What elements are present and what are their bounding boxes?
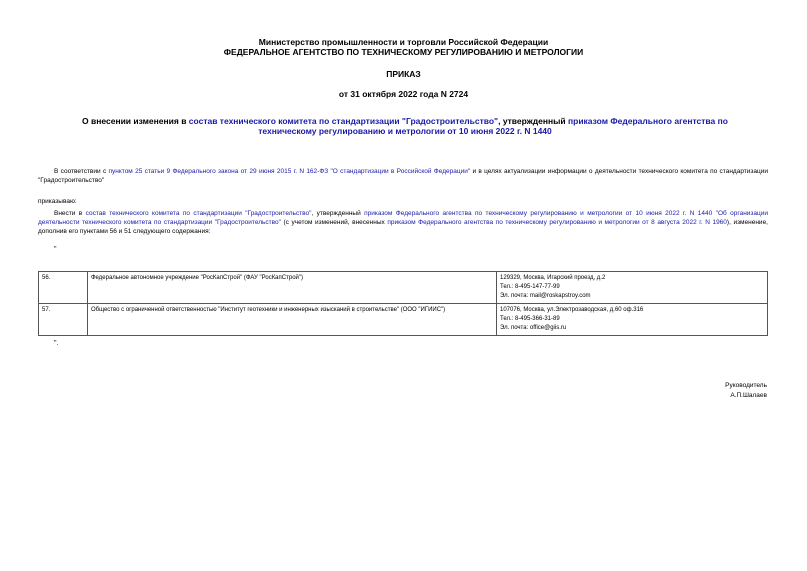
title-link-order[interactable]: приказом Федерального агентства по техническому регулированию и метрологии от 10 июня 2022 г. N 1440: [258, 116, 728, 136]
paragraph-order: [38, 209, 768, 236]
p2-link-order-1960[interactable]: приказом Федерального агентства по техническому регулированию и метрологии от 8 августа 2022 г. N 1960: [387, 219, 727, 226]
row-number: 57.: [39, 304, 88, 336]
p2-link-committee[interactable]: состав технического комитета по стандартизации "Градостроительство": [85, 210, 312, 217]
p2-link-order-1440[interactable]: приказом Федерального агентства по техническому регулированию и метрологии от 10 июня 2022 г. N 1440 "Об организации деятельности технического комитета по стандартизации "Градостроительство": [38, 210, 768, 226]
agency-heading: ФЕДЕРАЛЬНОЕ АГЕНТСТВО ПО ТЕХНИЧЕСКОМУ РЕГУЛИРОВАНИЮ И МЕТРОЛОГИИ: [223, 47, 584, 57]
title-link-committee[interactable]: состав технического комитета по стандартизации "Градостроительство": [188, 116, 499, 126]
p1-link-law[interactable]: пунктом 25 статьи 9 Федерального закона от 29 июня 2015 г. N 162-ФЗ "О стандартизации в Российской Федерации": [108, 168, 471, 175]
document-title: [60, 116, 750, 136]
p2-text-4: ), изменение, дополнив его пунктами 56 и 51 следующего содержания:: [38, 219, 768, 235]
paragraph-basis: [38, 167, 768, 185]
doc-type-heading: ПРИКАЗ: [386, 69, 421, 79]
signature-block: [725, 381, 767, 401]
address: 107076, Москва, ул.Электрозаводская, д.60 оф.316: [500, 307, 644, 313]
email: Эл. почта: office@giis.ru: [500, 325, 567, 331]
order-word: приказываю:: [38, 198, 77, 205]
ministry-heading: Министерство промышленности и торговли Российской Федерации: [258, 37, 549, 47]
p2-text-3: (с учетом изменений, внесенных: [280, 219, 388, 226]
title-text-2: , утвержденный: [498, 116, 568, 126]
table-row: [39, 304, 768, 336]
signatory-name: А.П.Шалаев: [730, 392, 767, 399]
address: 129329, Москва, Игарский проезд, д.2: [500, 275, 606, 281]
row-number: 56.: [39, 272, 88, 304]
contact-cell: [497, 304, 768, 336]
phone: Тел.: 8-495-366-31-89: [500, 316, 560, 322]
p2-text-1: Внести в: [54, 210, 86, 217]
quote-close: ".: [54, 340, 59, 347]
p1-text-2: и в целях актуализации информации о деятельности технического комитета по стандартизации "Градостроительство": [38, 168, 768, 184]
organization-name: Общество с ограниченной ответственностью "Институт геотехники и инженерных изысканий в строительстве" (ООО "ИГИИС"): [88, 304, 497, 336]
date-number: от 31 октября 2022 года N 2724: [338, 89, 469, 99]
phone: Тел.: 8-495-147-77-99: [500, 284, 560, 290]
title-text-1: О внесении изменения в: [82, 116, 189, 126]
members-table: [38, 271, 768, 336]
email: Эл. почта: mail@roskapstroy.com: [500, 293, 591, 299]
organization-name: Федеральное автономное учреждение "РосКапСтрой" (ФАУ "РосКапСтрой"): [88, 272, 497, 304]
contact-cell: [497, 272, 768, 304]
p2-text-2: , утвержденный: [311, 210, 365, 217]
signatory-role: Руководитель: [725, 382, 767, 389]
quote-open: ": [54, 246, 57, 253]
p1-text-1: В соответствии с: [54, 168, 109, 175]
table-row: [39, 272, 768, 304]
